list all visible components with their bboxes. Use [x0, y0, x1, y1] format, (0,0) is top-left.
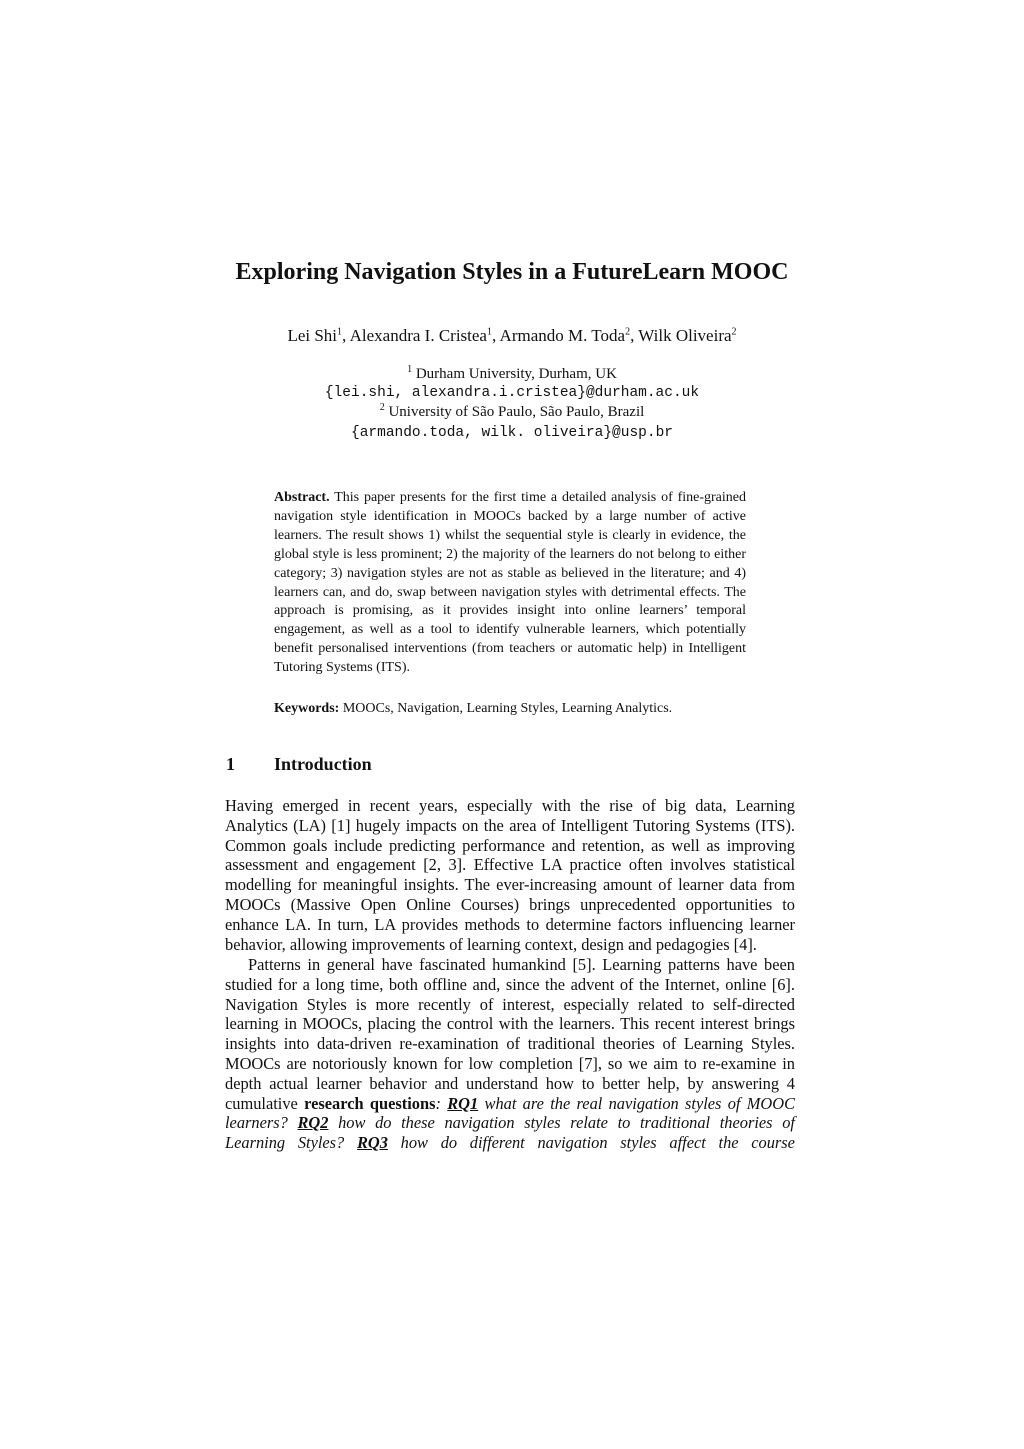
intro-paragraph-1: Having emerged in recent years, especially with the rise of big data, Learning Analytics (LA) [1] hugely impacts on the area of Intelligent Tutoring Systems (ITS). Common goals include predicting performance and retention, as well as improving assessment and engagement [2, 3]. Effective LA practice often involves statistical modelling for meaningful insights. The ever-increasing amount of learner data from MOOCs (Massive Open Online Courses) brings unprecedented opportunities to enhance LA. In turn, LA provides methods to determine factors influencing learner behavior, allowing improvements of learning context, design and pedagogies [4].: [225, 796, 795, 954]
rq3-label: RQ3: [356, 1133, 388, 1153]
author-affiliation-mark: 2: [625, 326, 631, 338]
abstract: [274, 489, 746, 678]
affiliation-1: [0, 364, 1024, 384]
rq2-label: RQ2: [297, 1113, 329, 1133]
keywords-label: Keywords:: [274, 701, 340, 716]
author-name: Lei Shi: [287, 326, 338, 345]
section-title: Introduction: [274, 754, 372, 774]
intro-paragraph-2: [225, 955, 795, 1153]
author-list: [0, 325, 1024, 347]
affiliation-name: University of São Paulo, São Paulo, Brazil: [388, 404, 645, 420]
section-heading: [226, 752, 372, 776]
affiliation-number: 1: [407, 364, 413, 375]
affiliation-2-email: {armando.toda, wilk. oliveira}@usp.br: [351, 425, 673, 441]
paper-title: Exploring Navigation Styles in a FutureLearn MOOC: [235, 259, 789, 285]
rq2-text: how do these navigation styles relate to traditional theories of Learning Styles?: [225, 1113, 795, 1153]
author-separator: ,: [630, 326, 639, 345]
paragraph-text: Patterns in general have fascinated humankind [5]. Learning patterns have been studied for a long time, both offline and, since the advent of the Internet, online [6]. Navigation Styles is more recently of interest, especially related to self-directed learning in MOOCs, placing the control with the learners. This recent interest brings insights into data-driven re-examination of traditional theories of Learning Styles. MOOCs are notoriously known for low completion [7], so we aim to re-examine in depth actual learner behavior and understand how to better help, by answering 4 cumulative: [225, 955, 795, 1113]
author-name: Alexandra I. Cristea: [349, 326, 487, 345]
abstract-text: This paper presents for the first time a detailed analysis of fine-grained navigation style identification in MOOCs backed by a large number of active learners. The result shows 1) whilst the sequential style is clearly in evidence, the global style is less prominent; 2) the majority of the learners do not belong to either category; 3) navigation styles are not as stable as believed in the literature; and 4) learners can, and do, swap between navigation styles with detrimental effects. The approach is promising, as it provides insight into online learners’ temporal engagement, as well as a tool to identify vulnerable learners, which potentially benefit personalised interventions (from teachers or automatic help) in Intelligent Tutoring Systems (ITS).: [274, 490, 747, 676]
author-separator: ,: [342, 326, 350, 345]
affiliation-2: [0, 402, 1024, 422]
author-affiliation-mark: 2: [731, 326, 737, 338]
colon: :: [435, 1093, 441, 1113]
rq3-text: how do different navigation styles affect the course: [400, 1133, 795, 1153]
rq1-text: what are the real navigation styles of MOOC learners?: [225, 1093, 796, 1133]
author-name: Armando M. Toda: [499, 326, 626, 345]
research-questions-label: research questions: [304, 1093, 436, 1113]
affiliation-number: 2: [379, 402, 385, 413]
author-affiliation-mark: 1: [486, 326, 492, 338]
keywords: [274, 699, 746, 718]
affiliation-1-email: {lei.shi, alexandra.i.cristea}@durham.ac.uk: [324, 385, 700, 401]
affiliation-name: Durham University, Durham, UK: [415, 366, 617, 382]
author-affiliation-mark: 1: [337, 326, 343, 338]
author-separator: ,: [491, 326, 500, 345]
abstract-label: Abstract.: [274, 490, 330, 505]
author-name: Wilk Oliveira: [638, 326, 732, 345]
rq1-label: RQ1: [447, 1093, 479, 1113]
section-number: 1: [226, 754, 235, 774]
keywords-text: MOOCs, Navigation, Learning Styles, Learning Analytics.: [342, 701, 673, 716]
